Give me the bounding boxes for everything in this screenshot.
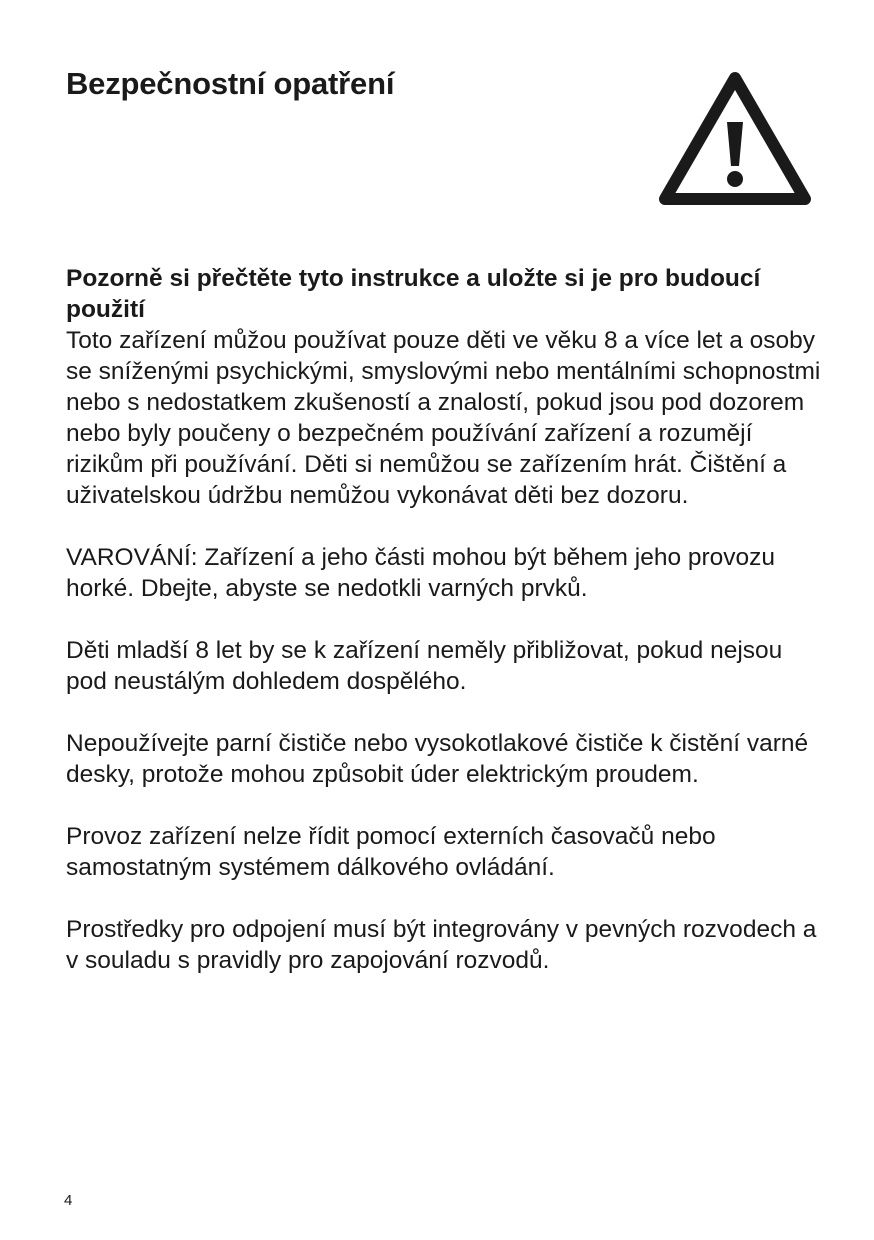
page-title: Bezpečnostní opatření — [66, 66, 395, 101]
page-number: 4 — [64, 1192, 73, 1209]
intro-heading: Pozorně si přečtěte tyto instrukce a uložte si je pro budoucí použití — [66, 265, 761, 323]
paragraph-external-timers: Provoz zařízení nelze řídit pomocí externích časovačů nebo samostatným systémem dálkového ovládání. — [66, 823, 716, 881]
paragraph-supervision: Toto zařízení můžou používat pouze děti ve věku 8 a více let a osoby se sníženými psychickými, smyslovými nebo mentálními schopnostmi nebo s nedostatkem zkušeností a znalostí, pokud jsou pod dozorem nebo byly poučeny o bezpečném používání zařízení a rozumějí rizikům při používání. Děti si nemůžou se zařízením hrát. Čištění a uživatelskou údržbu nemůžou vykonávat děti bez dozoru. — [66, 327, 821, 509]
paragraph-children-under-8: Děti mladší 8 let by se k zařízení neměly přibližovat, pokud nejsou pod neustálým dohledem dospělého. — [66, 637, 783, 695]
safety-text — [66, 263, 826, 1007]
warning-triangle-icon — [657, 68, 813, 208]
paragraph-disconnection-means: Prostředky pro odpojení musí být integrovány v pevných rozvodech a v souladu s pravidly pro zapojování rozvodů. — [66, 916, 817, 974]
paragraph-hot-parts-warning: VAROVÁNÍ: Zařízení a jeho části mohou být během jeho provozu horké. Dbejte, abyste se nedotkli varných prvků. — [66, 544, 776, 602]
paragraph-steam-cleaners: Nepoužívejte parní čističe nebo vysokotlakové čističe k čistění varné desky, protože mohou způsobit úder elektrickým proudem. — [66, 730, 809, 788]
